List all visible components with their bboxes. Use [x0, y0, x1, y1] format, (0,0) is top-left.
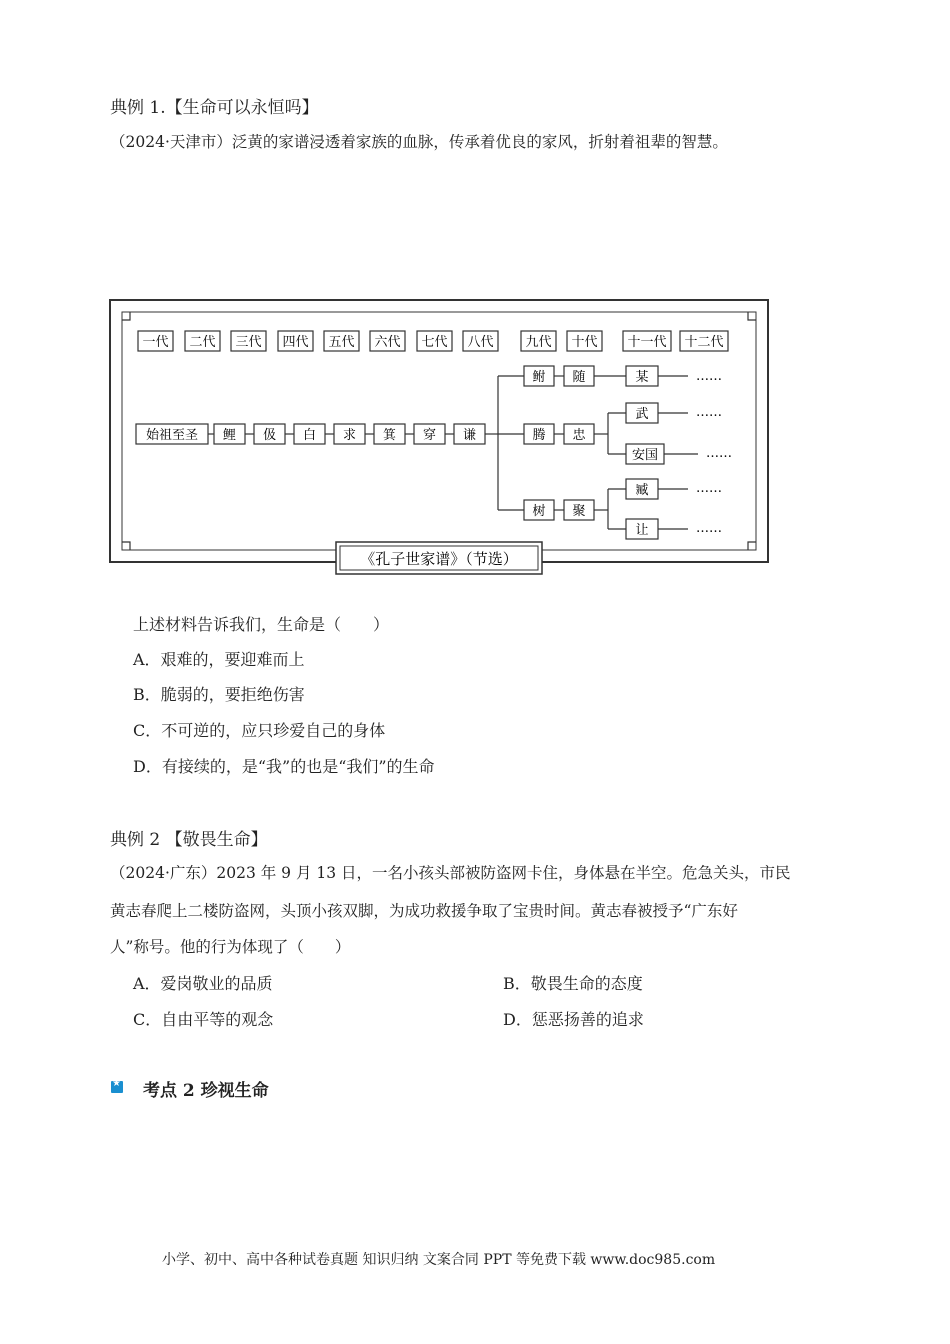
top-node-1: 鲋 — [532, 370, 546, 385]
ellipsis-bot1: …… — [696, 481, 722, 496]
main-node-8: 谦 — [462, 428, 477, 443]
example2-line1: （2024·广东）2023 年 9 月 13 日，一名小孩头部被防盗网卡住，身体悬在半空。危急关头，市民 — [110, 864, 791, 882]
figure-caption: 《孔子世家谱》（节选） — [360, 550, 518, 568]
main-node-1: 始祖至圣 — [145, 428, 199, 443]
top-node-2: 随 — [572, 370, 586, 385]
example2-option-c[interactable]: C．自由平等的观念 — [133, 1010, 274, 1029]
example2-option-a[interactable]: A．爱岗敬业的品质 — [133, 974, 273, 993]
example1-option-b[interactable]: B．脆弱的，要拒绝伤害 — [133, 685, 305, 704]
generation-label-10: 十代 — [571, 335, 598, 350]
mid-node-3: 武 — [635, 407, 649, 422]
example2-title: 典例 2 【敬畏生命】 — [110, 830, 268, 850]
main-node-5: 求 — [342, 428, 357, 443]
main-node-2: 鲤 — [222, 428, 237, 443]
generation-label-2: 二代 — [189, 335, 216, 350]
example1-option-a[interactable]: A．艰难的，要迎难而上 — [133, 650, 305, 669]
example1-option-d[interactable]: D．有接续的，是“我”的也是“我们”的生命 — [133, 757, 435, 776]
star-icon — [111, 1081, 123, 1093]
generation-label-9: 九代 — [525, 335, 552, 350]
main-node-3: 伋 — [262, 428, 277, 443]
generation-label-4: 四代 — [282, 335, 309, 350]
example1-question: 上述材料告诉我们，生命是（ ） — [133, 615, 390, 634]
example1-intro: （2024·天津市）泛黄的家谱浸透着家族的血脉，传承着优良的家风，折射着祖辈的智慧。 — [110, 133, 728, 151]
example2-line3: 人”称号。他的行为体现了（ ） — [110, 938, 351, 956]
generation-row — [138, 331, 728, 351]
ellipsis-bot2: …… — [696, 521, 722, 536]
generation-label-6: 六代 — [374, 335, 401, 350]
example2-line2: 黄志春爬上二楼防盗网，头顶小孩双脚，为成功救援争取了宝贵时间。黄志春被授予“广东好 — [110, 902, 738, 920]
main-node-6: 箕 — [382, 428, 397, 443]
bottom-node-3: 臧 — [635, 483, 649, 498]
generation-label-1: 一代 — [142, 335, 169, 350]
example1-option-c[interactable]: C．不可逆的，应只珍爱自己的身体 — [133, 721, 386, 740]
example1-title: 典例 1.【生命可以永恒吗】 — [110, 98, 319, 118]
bottom-node-1: 树 — [532, 504, 546, 519]
generation-label-3: 三代 — [235, 335, 262, 350]
tree-nodes — [136, 366, 664, 539]
bottom-node-4: 让 — [635, 523, 649, 538]
family-tree-figure — [108, 298, 772, 580]
generation-label-8: 八代 — [467, 335, 494, 350]
main-node-4: 白 — [302, 428, 317, 443]
mid-node-4: 安国 — [631, 448, 659, 463]
top-node-3: 某 — [635, 370, 649, 385]
main-node-7: 穿 — [422, 428, 437, 443]
footer-text: 小学、初中、高中各种试卷真题 知识归纳 文案合同 PPT 等免费下载 www.doc985.com — [162, 1252, 716, 1268]
bottom-node-2: 聚 — [572, 504, 586, 519]
ellipsis-mid1: …… — [696, 405, 722, 420]
generation-label-11: 十一代 — [627, 335, 667, 350]
ellipsis-mid2: …… — [706, 446, 732, 461]
mid-node-1: 腾 — [532, 428, 546, 443]
generation-label-7: 七代 — [421, 335, 448, 350]
generation-label-5: 五代 — [328, 335, 355, 350]
section-title: 考点 2 珍视生命 — [143, 1081, 269, 1101]
example2-option-b[interactable]: B．敬畏生命的态度 — [503, 974, 643, 993]
mid-node-2: 忠 — [572, 428, 586, 443]
example2-option-d[interactable]: D．惩恶扬善的追求 — [503, 1010, 644, 1029]
ellipsis-top: …… — [696, 369, 722, 384]
generation-label-12: 十二代 — [684, 335, 724, 350]
